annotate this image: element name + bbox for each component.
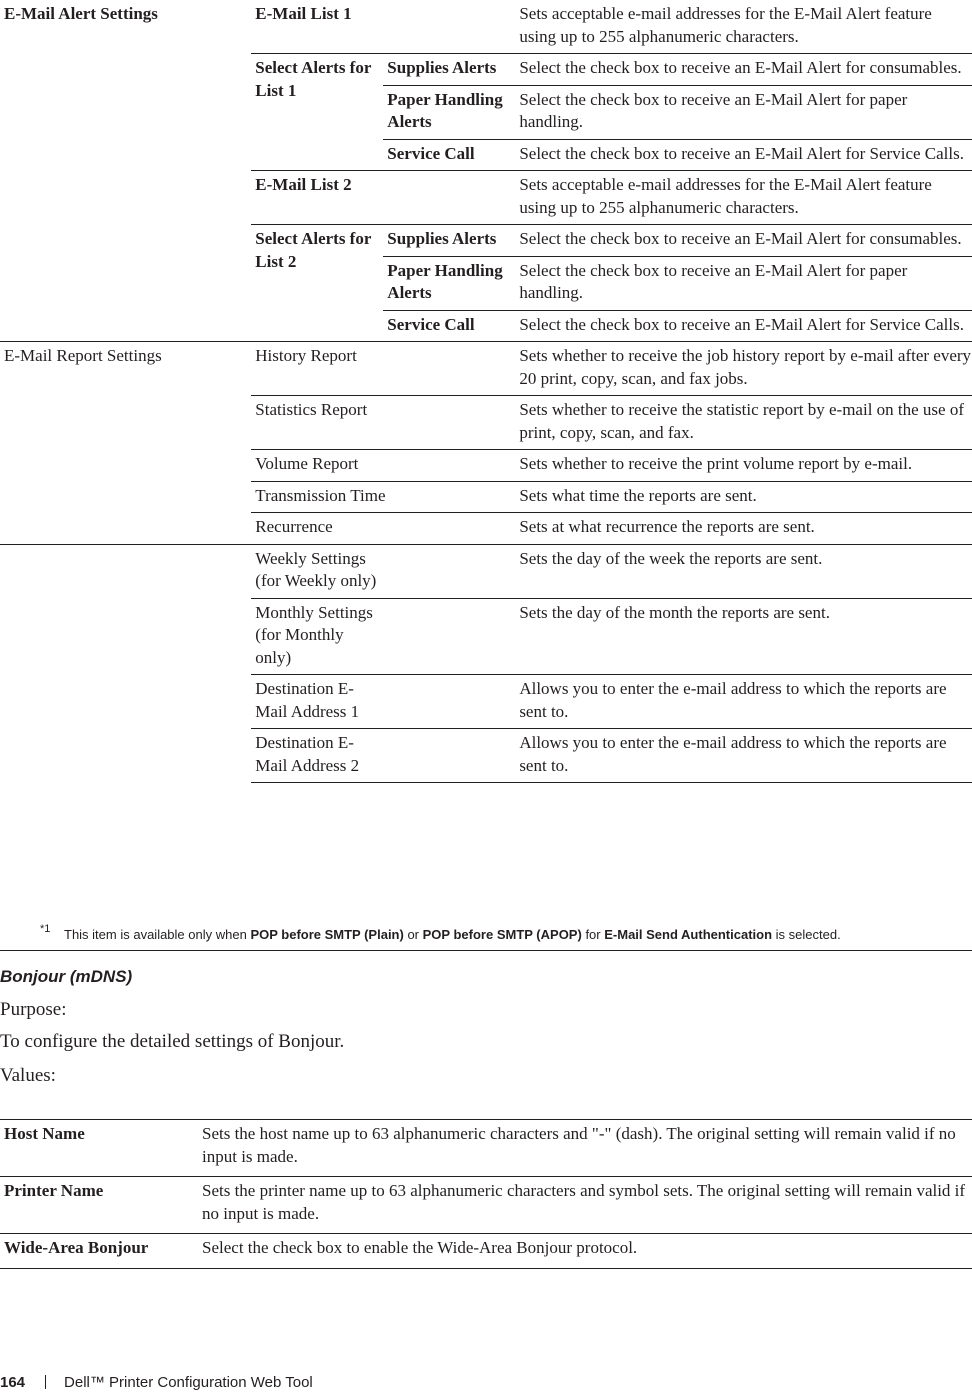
- section-label: [0, 544, 251, 783]
- value-description: Sets the printer name up to 63 alphanumeric characters and symbol sets. The original setting will remain valid if no input is made.: [198, 1177, 972, 1234]
- setting-name: Select Alerts for List 1: [251, 54, 383, 171]
- setting-name: Weekly Settings (for Weekly only): [251, 544, 383, 598]
- empty-cell: [383, 598, 515, 675]
- setting-description: Sets acceptable e-mail addresses for the E-Mail Alert feature using up to 255 alphanumeric characters.: [515, 171, 972, 225]
- setting-name: E-Mail List 1: [255, 4, 352, 23]
- setting-description: Select the check box to receive an E-Mail Alert for paper handling.: [515, 256, 972, 310]
- bonjour-values-table: [0, 1119, 972, 1269]
- footnote-text: [64, 920, 841, 950]
- sub-setting-name: Supplies Alerts: [383, 54, 515, 86]
- setting-description: Sets whether to receive the job history report by e-mail after every 20 print, copy, scan, and fax jobs.: [515, 342, 972, 396]
- page-number: 164: [0, 1374, 26, 1391]
- setting-description: Sets whether to receive the statistic report by e-mail on the use of print, copy, scan, and fax.: [515, 396, 972, 450]
- value-name: Printer Name: [0, 1177, 198, 1234]
- setting-name: Destination E-Mail Address 2: [251, 729, 383, 783]
- table-row: [0, 544, 972, 598]
- footnote-suffix: is selected.: [775, 927, 841, 942]
- table-row: [0, 1120, 972, 1177]
- table-row: [0, 1234, 972, 1269]
- table-footnote: [0, 920, 972, 951]
- empty-cell: [383, 675, 515, 729]
- sub-setting-name: Supplies Alerts: [383, 225, 515, 257]
- footnote-marker: *1: [40, 923, 51, 935]
- setting-description: Sets at what recurrence the reports are sent.: [515, 513, 972, 545]
- footnote-prefix: This item is available only when: [64, 927, 247, 942]
- footnote-for: for: [585, 927, 601, 942]
- section-label: E-Mail Alert Settings: [4, 4, 158, 23]
- setting-description: Sets what time the reports are sent.: [515, 481, 972, 513]
- setting-name: Volume Report: [251, 450, 515, 482]
- values-label: Values:: [0, 1065, 56, 1086]
- value-name: Wide-Area Bonjour: [0, 1234, 198, 1269]
- page-footer: [0, 1372, 313, 1394]
- empty-cell: [383, 729, 515, 783]
- sub-setting-name: Service Call: [383, 310, 515, 342]
- setting-description: Sets acceptable e-mail addresses for the E-Mail Alert feature using up to 255 alphanumeric characters.: [519, 4, 932, 46]
- setting-name: Statistics Report: [251, 396, 515, 450]
- footnote-option-apop: POP before SMTP (APOP): [422, 927, 582, 942]
- value-name: Host Name: [0, 1120, 198, 1177]
- table-row: [0, 0, 972, 54]
- setting-name: E-Mail List 2: [251, 171, 515, 225]
- setting-name: Select Alerts for List 2: [251, 225, 383, 342]
- footer-divider: [45, 1375, 46, 1389]
- setting-name: Destination E-Mail Address 1: [251, 675, 383, 729]
- purpose-label: Purpose:: [0, 999, 67, 1020]
- setting-description: Select the check box to receive an E-Mail Alert for paper handling.: [515, 85, 972, 139]
- empty-cell: [383, 544, 515, 598]
- sub-setting-name: Service Call: [383, 139, 515, 171]
- setting-description: Sets the day of the month the reports are sent.: [515, 598, 972, 675]
- table-row: [0, 342, 972, 396]
- footnote-or: or: [407, 927, 420, 942]
- value-description: Sets the host name up to 63 alphanumeric characters and "-" (dash). The original setting will remain valid if no input is made.: [198, 1120, 972, 1177]
- value-description: Select the check box to enable the Wide-Area Bonjour protocol.: [198, 1234, 972, 1269]
- footnote-option-plain: POP before SMTP (Plain): [250, 927, 404, 942]
- setting-description: Select the check box to receive an E-Mail Alert for consumables.: [515, 225, 972, 257]
- setting-name: History Report: [251, 342, 515, 396]
- setting-description: Allows you to enter the e-mail address to which the reports are sent to.: [515, 675, 972, 729]
- setting-description: Sets the day of the week the reports are sent.: [515, 544, 972, 598]
- setting-name: Recurrence: [251, 513, 515, 545]
- setting-name: Monthly Settings (for Monthly only): [251, 598, 383, 675]
- setting-name: Transmission Time: [251, 481, 515, 513]
- footer-title: Dell™ Printer Configuration Web Tool: [64, 1374, 313, 1391]
- section-heading: Bonjour (mDNS): [0, 967, 133, 986]
- sub-setting-name: Paper Handling Alerts: [383, 85, 515, 139]
- setting-description: Select the check box to receive an E-Mail Alert for Service Calls.: [515, 310, 972, 342]
- setting-description: Sets whether to receive the print volume report by e-mail.: [515, 450, 972, 482]
- table-row: [0, 1177, 972, 1234]
- setting-description: Select the check box to receive an E-Mail Alert for Service Calls.: [515, 139, 972, 171]
- sub-setting-name: Paper Handling Alerts: [383, 256, 515, 310]
- purpose-text: To configure the detailed settings of Bonjour.: [0, 1031, 345, 1052]
- setting-description: Select the check box to receive an E-Mail Alert for consumables.: [515, 54, 972, 86]
- footnote-setting: E-Mail Send Authentication: [604, 927, 773, 942]
- setting-description: Allows you to enter the e-mail address to which the reports are sent to.: [515, 729, 972, 783]
- section-label: E-Mail Report Settings: [0, 342, 251, 545]
